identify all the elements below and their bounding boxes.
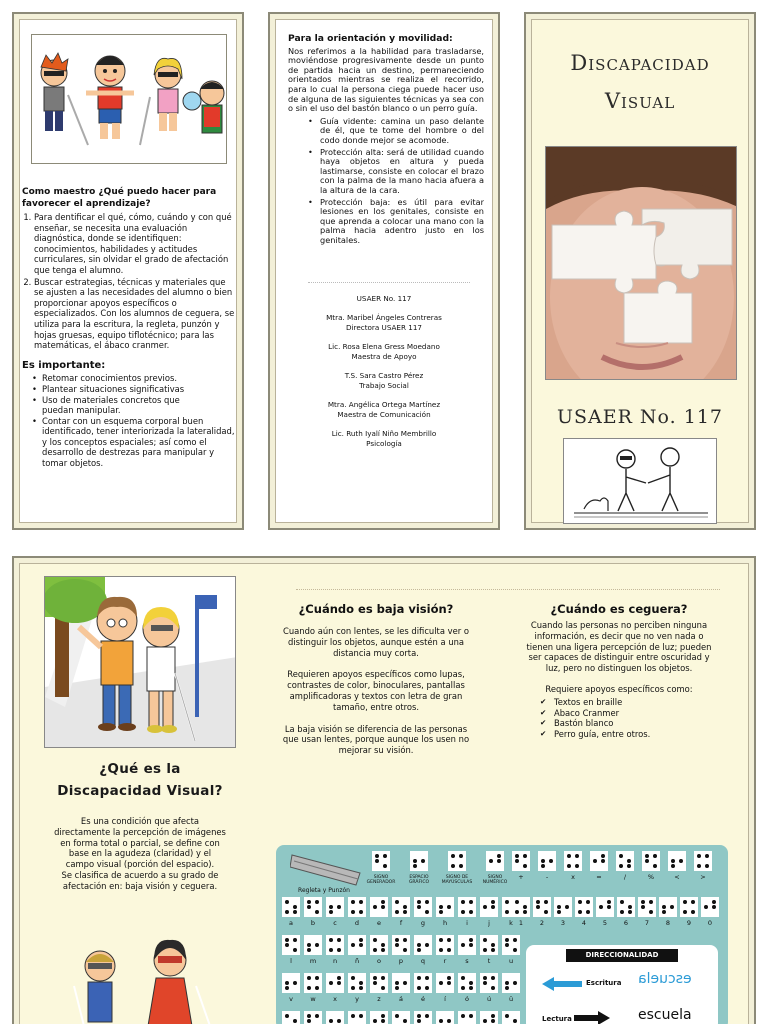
braille-letter-label: i (466, 919, 468, 927)
braille-letter-cell (480, 897, 498, 917)
low-vision-section (276, 602, 476, 767)
braille-letter-cell (480, 973, 498, 993)
teacher-tips-text (22, 186, 236, 469)
braille-operator-cell (564, 851, 582, 871)
support-item: ✔ Textos en braille (554, 697, 714, 708)
arrow-right-icon (574, 1011, 610, 1024)
braille-digit-cell (554, 897, 572, 917)
braille-letter-cell (304, 897, 322, 917)
braille-letter-cell (392, 973, 410, 993)
step-item: 2. Buscar estrategias, técnicas y materiales que se ajusten a las necesidades del alumno o bien proporcionar apoyos específicos o especializados. Con los alumnos de ceguera, se utiliza para la escritura, la regleta, punzón y hojas gruesas, equipo tiflotécnico; para las matemáticas, el ábaco cranmer. (34, 277, 236, 351)
braille-letter-cell (348, 973, 366, 993)
orientation-heading: Para la orientación y movilidad: (288, 33, 453, 44)
braille-letter-label: k (509, 919, 513, 927)
low-vision-difference: La baja visión se diferencia de las personas que usan lentes, porque aunque los usen no mejorar su visión. (282, 723, 470, 756)
support-item: ✔ Abaco Cranmer (554, 708, 714, 719)
braille-letter-label: d (354, 919, 360, 927)
steps-list (22, 212, 236, 351)
braille-digit-label: 8 (665, 919, 671, 927)
braille-sign-cell (486, 851, 504, 871)
braille-letter-cell (502, 1011, 520, 1024)
technique-item: • Protección baja: es útil para evitar lesiones en los genitales, consiste en que aprenda a colocar una mano con la palma hacia adentro justo en los genitales. (320, 198, 484, 246)
panel-teacher-tips (12, 12, 244, 530)
important-list (22, 373, 236, 468)
kids-picture (32, 35, 228, 165)
braille-operator-label: x (571, 873, 575, 881)
braille-digit-label: 0 (707, 919, 713, 927)
braille-letter-cell (370, 935, 388, 955)
braille-digit-label: 2 (539, 919, 545, 927)
kids-glasses-picture (64, 936, 224, 1024)
braille-letter-cell (502, 973, 520, 993)
kids-crossing-street-illustration (44, 576, 236, 748)
braille-letter-cell (414, 973, 432, 993)
braille-letter-label: n (332, 957, 338, 965)
credit-name: Lic. Ruth Iyalí Niño Membrillo (331, 429, 437, 438)
braille-letter-cell (414, 935, 432, 955)
braille-letter-label: s (465, 957, 469, 965)
braille-letter-label: j (488, 919, 490, 927)
blindness-section (524, 602, 714, 740)
braille-letter-cell (282, 973, 300, 993)
braille-letter-cell (282, 897, 300, 917)
important-item: • Retomar conocimientos previos. (42, 373, 236, 384)
what-is-title (42, 758, 238, 802)
braille-digit-cell (701, 897, 719, 917)
technique-item: • Protección alta: será de utilidad cuando haya objetos en altura y pueda lastimarse, consiste en colocar el brazo con la palma de la mano hacia afuera a la altura de la cara. (320, 148, 484, 196)
kids-with-glasses-illustration (64, 936, 224, 1024)
braille-digit-cell (512, 897, 530, 917)
braille-letter-label: ü (508, 995, 514, 1003)
braille-letter-label: ñ (354, 957, 360, 965)
credit-role: Maestra de Comunicación (337, 410, 431, 419)
credit-role: Directora USAER 117 (346, 323, 422, 332)
braille-letter-label: g (420, 919, 426, 927)
braille-digit-label: 3 (560, 919, 566, 927)
braille-digit-cell (596, 897, 614, 917)
braille-letter-label: é (421, 995, 425, 1003)
braille-operator-label: + (518, 873, 524, 881)
arrow-left-icon (542, 977, 582, 991)
braille-letter-label: y (355, 995, 359, 1003)
support-item: ✔ Bastón blanco (554, 718, 714, 729)
dotted-separator (296, 589, 720, 590)
panel-cover (524, 12, 756, 530)
low-vision-heading: ¿Cuándo es baja visión? (298, 602, 454, 616)
braille-digit-cell (575, 897, 593, 917)
credit-name: Mtra. Angélica Ortega Martínez (327, 400, 441, 409)
blindness-supports-list (524, 697, 714, 740)
teacher-question: Como maestro ¿Qué puedo hacer para favorecer el aprendizaje? (22, 187, 217, 209)
braille-digit-label: 7 (644, 919, 650, 927)
important-item: • Contar con un esquema corporal buen identificado, tener interiorizada la lateralidad, y los conceptos espaciales; así como el desarrollo de destrezas para manipular y tomar objetos. (42, 416, 236, 469)
braille-operator-label: < (674, 873, 680, 881)
braille-letter-label: h (442, 919, 448, 927)
puzzle-face-photo (545, 146, 737, 380)
cartoon-kids-illustration (31, 34, 227, 164)
separator-line (308, 282, 470, 283)
cover-subtitle: USAER No. 117 (556, 406, 724, 428)
braille-digit-cell (533, 897, 551, 917)
braille-operator-label: > (700, 873, 706, 881)
braille-letter-label: b (310, 919, 316, 927)
step-item: 1. Para dentificar el qué, cómo, cuándo y con qué enseñar, se necesita una evaluación diagnóstica, donde se identifiquen: conocimientos, habilidades y actitudes curriculares, sin olvidar el grado de afectación que tenga el alumno. (34, 212, 236, 276)
directionality-title: DIRECCIONALIDAD (566, 949, 678, 962)
braille-letter-label: u (508, 957, 514, 965)
braille-alphabet-chart (276, 845, 728, 1024)
braille-operator-label: - (545, 873, 549, 881)
directionality-box (526, 945, 718, 1024)
braille-letter-label: m (309, 957, 317, 965)
braille-letter-cell (436, 897, 454, 917)
braille-sign-label: SIGNO GENERADOR (366, 875, 396, 885)
braille-letter-label: ú (486, 995, 492, 1003)
braille-letter-cell (326, 973, 344, 993)
braille-digit-label: 4 (581, 919, 587, 927)
braille-letter-cell (436, 973, 454, 993)
braille-letter-label: r (443, 957, 447, 965)
blindness-heading: ¿Cuándo es ceguera? (550, 602, 688, 616)
what-is-definition: Es una condición que afecta directamente la percepción de imágenes en forma total o parcial, se define con base en la agudeza (claridad) y el campo visual (porción del espacio). (54, 816, 226, 870)
credits-unit: USAER No. 117 (356, 294, 412, 303)
braille-letter-label: o (377, 957, 381, 965)
blindness-supports-intro: Requiere apoyos específicos como: (545, 683, 693, 694)
braille-letter-cell (392, 897, 410, 917)
braille-letter-cell (282, 1011, 300, 1024)
what-is-title-line1: ¿Qué es la (99, 761, 181, 777)
techniques-list (288, 117, 484, 246)
orientation-intro: Nos referimos a la habilidad para trasladarse, moviéndose progresivamente desde un punto de partida hacia un destino, permaneciendo orientados mientras se realiza el recorrido, para lo cual la persona ciega puede hacer uso de alguna de las siguientes técnicas ya sea con o sin el uso del bastón blanco o un perro guía. (288, 45, 484, 114)
braille-letter-cell (348, 897, 366, 917)
credit-name: T.S. Sara Castro Pérez (344, 371, 424, 380)
braille-letter-label: z (377, 995, 381, 1003)
braille-letter-cell (326, 1011, 344, 1024)
cover-title (526, 44, 754, 120)
braille-sign-cell (410, 851, 428, 871)
braille-letter-cell (458, 973, 476, 993)
braille-letter-label: q (420, 957, 426, 965)
braille-letter-label: p (398, 957, 404, 965)
low-vision-supports: Requieren apoyos específicos como lupas, contrastes de color, binoculares, pantallas amplificadoras y textos con letra de gran tamaño, entre otros. (287, 669, 465, 712)
staff-credits (280, 294, 488, 449)
credit-name: Lic. Rosa Elena Gress Moedano (328, 342, 440, 351)
braille-letter-cell (348, 1011, 366, 1024)
handshake-picture (564, 439, 718, 525)
braille-operator-label: / (623, 873, 627, 881)
credit-name: Mtra. Maribel Ángeles Contreras (326, 313, 442, 322)
braille-digit-label: 6 (623, 919, 629, 927)
braille-letter-cell (458, 935, 476, 955)
handshake-doodle (563, 438, 717, 524)
braille-letter-cell (458, 1011, 476, 1024)
braille-letter-cell (392, 1011, 410, 1024)
braille-letter-label: c (333, 919, 337, 927)
braille-sign-label: SIGNO DE MAYÚSCULAS (441, 875, 473, 885)
braille-operator-label: = (596, 873, 602, 881)
panel-inside-spread (12, 556, 756, 1024)
cover-title-line2: Visual (604, 89, 676, 113)
braille-letter-label: e (377, 919, 381, 927)
braille-letter-label: a (289, 919, 293, 927)
braille-operator-cell (590, 851, 608, 871)
braille-letter-cell (480, 935, 498, 955)
credit-role: Psicología (366, 439, 402, 448)
braille-letter-cell (392, 935, 410, 955)
braille-letter-cell (458, 897, 476, 917)
technique-item: • Guía vidente: camina un paso delante de él, que te tome del hombre o del codo donde mejor se acomode. (320, 117, 484, 146)
important-heading: Es importante: (22, 359, 106, 371)
braille-operator-cell (616, 851, 634, 871)
braille-letter-label: í (444, 995, 446, 1003)
braille-operator-cell (642, 851, 660, 871)
braille-operator-cell (694, 851, 712, 871)
braille-letter-label: á (399, 995, 403, 1003)
braille-letter-label: w (310, 995, 316, 1003)
braille-letter-cell (348, 935, 366, 955)
slate-label: Regleta y Punzón (298, 887, 350, 894)
braille-letter-cell (326, 897, 344, 917)
braille-digit-label: 5 (602, 919, 608, 927)
braille-operator-cell (512, 851, 530, 871)
braille-operator-cell (538, 851, 556, 871)
what-is-classification: Se clasifica de acuerdo a su grado de afectación en: baja visión y ceguera. (61, 869, 219, 891)
braille-letter-cell (370, 973, 388, 993)
what-is-title-line2: Discapacidad Visual? (57, 783, 223, 799)
support-item: ✔ Perro guía, entre otros. (554, 729, 714, 740)
braille-letter-cell (326, 935, 344, 955)
what-is-text (54, 816, 226, 892)
braille-letter-cell (304, 1011, 322, 1024)
braille-letter-label: v (289, 995, 293, 1003)
braille-digit-label: 1 (518, 919, 524, 927)
braille-letter-cell (414, 897, 432, 917)
braille-letter-cell (370, 897, 388, 917)
braille-operator-cell (668, 851, 686, 871)
important-item: • Uso de materiales concretos que puedan manipular. (42, 395, 236, 416)
braille-digit-label: 9 (686, 919, 692, 927)
braille-sign-label: ESPACIO GRÁFICO (408, 875, 430, 885)
mirror-word: escuela (638, 971, 692, 987)
braille-operator-label: % (647, 873, 655, 881)
braille-digit-cell (617, 897, 635, 917)
braille-letter-label: x (333, 995, 337, 1003)
braille-letter-cell (436, 1011, 454, 1024)
important-item: • Plantear situaciones significativas (42, 384, 236, 395)
braille-letter-cell (436, 935, 454, 955)
blindness-definition: Cuando las personas no perciben ninguna información, es decir que no ven nada o tienen una ligera percepción de luz; pueden ser capaces de distinguir entre oscuridad y luz, pero no distinguen los objetos. (526, 620, 712, 674)
credit-role: Maestra de Apoyo (351, 352, 417, 361)
braille-letter-cell (282, 935, 300, 955)
street-picture (45, 577, 236, 748)
face-picture (546, 147, 737, 380)
panel-orientation-mobility (268, 12, 500, 530)
braille-letter-cell (370, 1011, 388, 1024)
braille-letter-label: f (399, 919, 403, 927)
orientation-text (288, 34, 484, 247)
write-label: Escritura (586, 979, 622, 987)
cover-title-line1: Discapacidad (570, 51, 710, 75)
braille-sign-cell (448, 851, 466, 871)
braille-digit-cell (638, 897, 656, 917)
braille-sign-cell (372, 851, 390, 871)
braille-letter-cell (414, 1011, 432, 1024)
read-label: Lectura (542, 1015, 572, 1023)
braille-letter-label: l (290, 957, 292, 965)
credit-role: Trabajo Social (359, 381, 409, 390)
braille-letter-label: t (487, 957, 491, 965)
braille-letter-label: ó (465, 995, 469, 1003)
braille-digit-cell (659, 897, 677, 917)
braille-sign-label: SIGNO NUMÉRICO (482, 875, 508, 885)
braille-letter-cell (304, 935, 322, 955)
low-vision-definition: Cuando aún con lentes, se les dificulta ver o distinguir los objetos, aunque estén a una distancia muy corta. (283, 626, 469, 658)
braille-letter-cell (304, 973, 322, 993)
braille-digit-cell (680, 897, 698, 917)
braille-letter-cell (502, 935, 520, 955)
braille-letter-cell (480, 1011, 498, 1024)
slate-and-stylus-picture (290, 851, 370, 891)
reading-word: escuela (638, 1007, 692, 1023)
